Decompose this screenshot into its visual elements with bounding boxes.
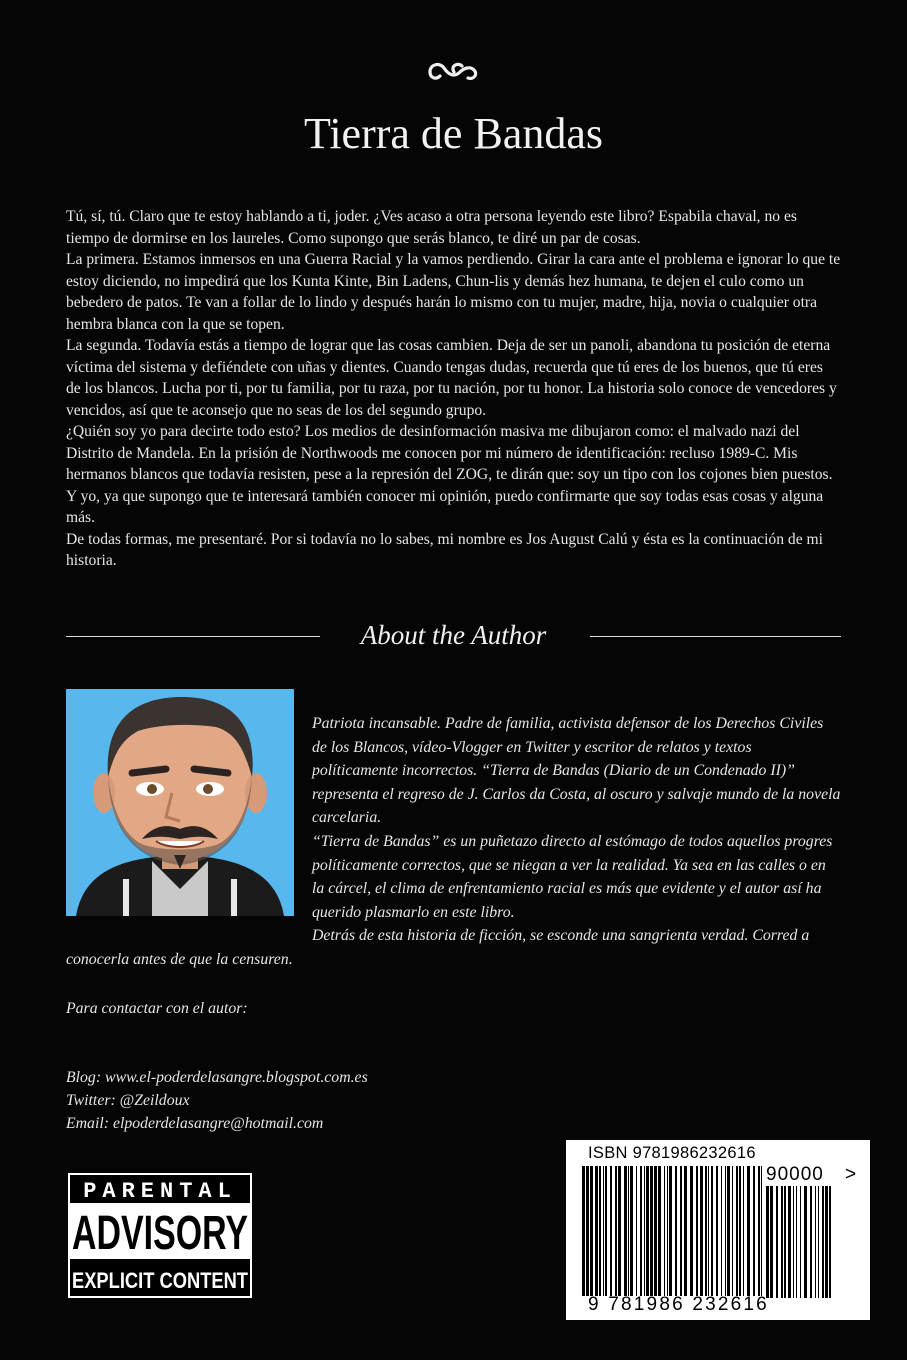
barcode-bar <box>654 1166 657 1296</box>
barcode-bar <box>658 1166 661 1296</box>
advisory-line3: EXPLICIT CONTENT <box>72 1268 249 1293</box>
barcode-bar <box>776 1186 778 1298</box>
barcode-bar <box>603 1166 604 1296</box>
barcode-bar <box>766 1186 769 1298</box>
author-contact <box>66 997 626 1135</box>
barcode-bar <box>605 1166 607 1296</box>
barcode-bar <box>736 1166 738 1296</box>
barcode-bar <box>758 1166 760 1296</box>
barcode-bar <box>667 1166 668 1296</box>
barcode-bar <box>784 1186 786 1298</box>
bio-paragraph: Detrás de esta historia de ficción, se esconde una sangrienta verdad. Corred a conocerla antes de que la censuren. <box>66 927 810 968</box>
barcode-bar <box>590 1166 593 1296</box>
barcode-bar <box>646 1166 649 1296</box>
barcode-bar <box>822 1186 824 1298</box>
advisory-line2: ADVISORY <box>72 1207 248 1260</box>
barcode-bar <box>825 1186 828 1298</box>
barcode-bar <box>800 1186 801 1298</box>
barcode-bar <box>761 1166 762 1296</box>
barcode-bar <box>739 1166 741 1296</box>
parental-advisory-label <box>68 1173 252 1298</box>
barcode-bar <box>586 1166 589 1296</box>
author-bio <box>66 712 841 972</box>
barcode-bar <box>669 1166 672 1296</box>
barcode-bar <box>680 1166 682 1296</box>
barcode-bar <box>708 1166 709 1296</box>
back-cover-blurb <box>66 206 841 572</box>
barcode-bar <box>618 1166 621 1296</box>
barcode-bar <box>599 1166 601 1296</box>
barcode-bar <box>582 1166 585 1296</box>
bio-paragraph: “Tierra de Bandas” es un puñetazo directo al estómago de todos aquellos progres políticamente correctos, que se niegan a ver la realidad. Ya sea en las calles o en la cárcel, el clima de enfrentamiento racial es más que evidente y el autor así ha querido plasmarlo en este libro. <box>312 832 833 921</box>
isbn-barcode <box>566 1140 870 1320</box>
contact-twitter: Twitter: @Zeildoux <box>66 1092 190 1109</box>
barcode-bar <box>664 1166 665 1296</box>
blurb-paragraph: De todas formas, me presentaré. Por si todavía no lo sabes, mi nombre es Jos August Calú y ésta es la continuación de mi historia. <box>66 530 824 569</box>
contact-email: Email: elpoderdelasangre@hotmail.com <box>66 1115 324 1132</box>
barcode-bar <box>615 1166 617 1296</box>
blurb-paragraph: La primera. Estamos inmersos en una Guerra Racial y la vamos perdiendo. Girar la cara ante el problema e ignorar lo que te estoy diciendo, no impedirá que los Kunta Kinte, Bin Ladens, Chun-lis y demás hez humana, te dejen el culo como un bebedero de patos. Te van a follar de lo lindo y después harán lo mismo con tu mujer, madre, hija, novia o cualquier otra hembra blanca con la que se topen. <box>66 251 841 333</box>
barcode-bar <box>810 1186 812 1298</box>
blurb-paragraph: La segunda. Todavía estás a tiempo de lograr que las cosas cambien. Deja de ser un panoli, abandona tu posición de eterna víctima del sistema y defiéndete con uñas y dientes. Cuando tengas dudas, recuerda que tú eres de los buenos, que tú eres de los blancos. Lucha por ti, por tu familia, por tu raza, por tu nación, por tu honor. La historia solo conoce de vencedores y vencidos, así que te aconsejo que no seas de los del segundo grupo. <box>66 337 837 419</box>
blurb-paragraph: Tú, sí, tú. Claro que te estoy hablando a ti, joder. ¿Ves acaso a otra persona leyendo este libro? Espabila chaval, no es tiempo de dormirse en los laureles. Como supongo que serás blanco, te diré un par de cosas. <box>66 208 797 247</box>
barcode-bar <box>815 1186 816 1298</box>
barcode-bar <box>818 1186 819 1298</box>
barcode-bar <box>770 1186 773 1298</box>
ean-digits: 9 781986 232616 <box>588 1294 769 1315</box>
contact-intro: Para contactar con el autor: <box>66 1000 248 1017</box>
barcode-bar <box>711 1166 713 1296</box>
barcode-bar <box>743 1166 744 1296</box>
price-code: 90000 <box>766 1164 824 1185</box>
barcode-bar <box>700 1166 703 1296</box>
barcode-addon-bars <box>766 1186 834 1298</box>
barcode-bar <box>788 1186 791 1298</box>
barcode-bar <box>684 1166 687 1296</box>
barcode-bar <box>595 1166 598 1296</box>
barcode-bar <box>690 1166 693 1296</box>
barcode-bar <box>727 1166 730 1296</box>
barcode-bar <box>796 1186 797 1298</box>
barcode-bar <box>721 1166 722 1296</box>
barcode-bar <box>675 1166 677 1296</box>
barcode-bar <box>630 1166 633 1296</box>
addon-arrow: > <box>845 1164 857 1185</box>
barcode-bar <box>804 1186 807 1298</box>
barcode-bar <box>610 1166 612 1296</box>
bio-paragraph: Patriota incansable. Padre de familia, activista defensor de los Derechos Civiles de los Blancos, vídeo-Vlogger en Twitter y escritor de relatos y textos políticamente incorrectos. “Tierra de Bandas (Diario de un Condenado II)” representa el regreso de J. Carlos da Costa, al oscuro y salvaje mundo de la novela carcelaria. <box>312 715 841 827</box>
barcode-bar <box>640 1166 642 1296</box>
about-author-heading: About the Author <box>360 620 547 650</box>
barcode-bar <box>781 1186 783 1298</box>
barcode-bar <box>636 1166 637 1296</box>
contact-blog: Blog: www.el-poderdelasangre.blogspot.com.es <box>66 1069 368 1086</box>
barcode-bar <box>628 1166 629 1296</box>
barcode-bar <box>753 1166 755 1296</box>
barcode-bar <box>732 1166 733 1296</box>
avatar-spacer <box>66 712 312 926</box>
barcode-bar <box>644 1166 645 1296</box>
spacer <box>66 1043 626 1066</box>
barcode-bar <box>747 1166 750 1296</box>
barcode-bar <box>829 1186 831 1298</box>
spacer <box>66 1020 626 1043</box>
barcode-main-bars <box>582 1166 762 1296</box>
barcode-bar <box>624 1166 627 1296</box>
book-title: Tierra de Bandas <box>304 109 603 158</box>
ornament-icon <box>0 58 907 91</box>
barcode-bar <box>725 1166 726 1296</box>
barcode-bar <box>716 1166 718 1296</box>
barcode-bar <box>793 1186 794 1298</box>
barcode-bar <box>696 1166 698 1296</box>
advisory-line1: PARENTAL <box>83 1179 237 1204</box>
barcode-bar <box>650 1166 653 1296</box>
barcode-bar <box>705 1166 707 1296</box>
divider-right <box>590 636 841 637</box>
isbn-label: ISBN 9781986232616 <box>588 1144 756 1162</box>
blurb-paragraph: ¿Quién soy yo para decirte todo esto? Los medios de desinformación masiva me dibujaron como: el malvado nazi del Distrito de Mandela. En la prisión de Northwoods me conocen por mi número de identificación: recluso 1989-C. Mis hermanos blancos que todavía resisten, pese a la represión del ZOG, te dirán que: soy un tipo con los cojones bien puestos. Y yo, ya que supongo que te interesará también conocer mi opinión, puedo confirmarte que soy todas esas cosas y alguna más. <box>66 423 833 526</box>
